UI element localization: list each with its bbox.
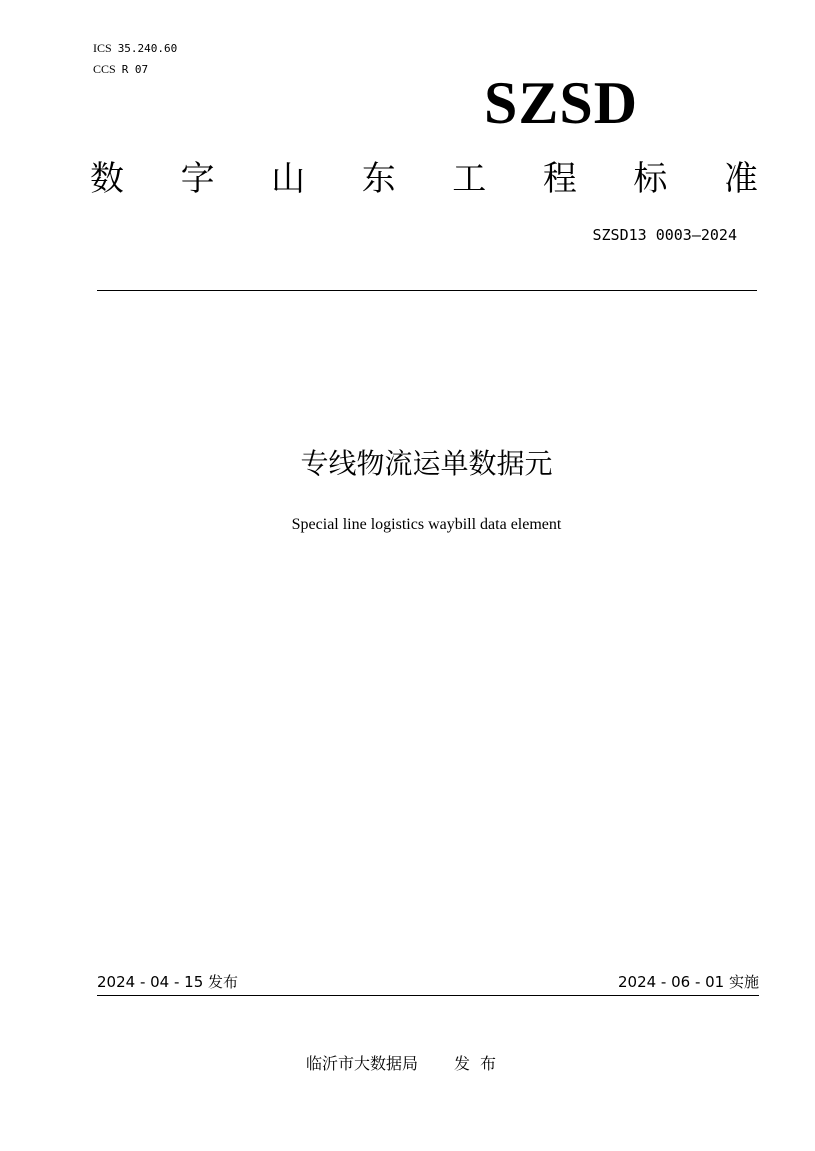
standard-type-char: 山 xyxy=(271,159,306,199)
issuer-line xyxy=(306,1053,506,1075)
standard-type-char: 东 xyxy=(361,159,396,199)
standard-type-char: 字 xyxy=(180,159,215,199)
header-divider xyxy=(97,290,757,291)
footer-divider xyxy=(97,995,759,996)
standard-type-char: 标 xyxy=(633,159,668,199)
standard-type-char: 数 xyxy=(90,159,124,199)
ccs-code: R 07 xyxy=(121,63,149,76)
standard-type-char: 程 xyxy=(542,159,577,199)
brand-logo: SZSD xyxy=(484,70,639,136)
publish-date: 2024 - 04 - 15 发布 xyxy=(97,973,239,991)
ics-classification xyxy=(93,41,177,56)
issuer-name: 临沂市大数据局 xyxy=(306,1054,419,1073)
document-title-cn: 专线物流运单数据元 xyxy=(300,447,553,480)
ccs-classification xyxy=(93,62,148,77)
document-title-en: Special line logistics waybill data element xyxy=(291,516,562,533)
ics-label: ICS xyxy=(93,41,112,55)
standard-type-heading xyxy=(90,156,758,202)
implement-date: 2024 - 06 - 01 实施 xyxy=(617,973,759,991)
standard-number: SZSD13 0003—2024 xyxy=(592,226,737,244)
standard-type-char: 准 xyxy=(723,159,758,199)
issue-label: 发布 xyxy=(454,1054,507,1073)
ccs-label: CCS xyxy=(93,62,116,76)
ics-code: 35.240.60 xyxy=(117,42,178,55)
standard-type-char: 工 xyxy=(452,159,487,199)
